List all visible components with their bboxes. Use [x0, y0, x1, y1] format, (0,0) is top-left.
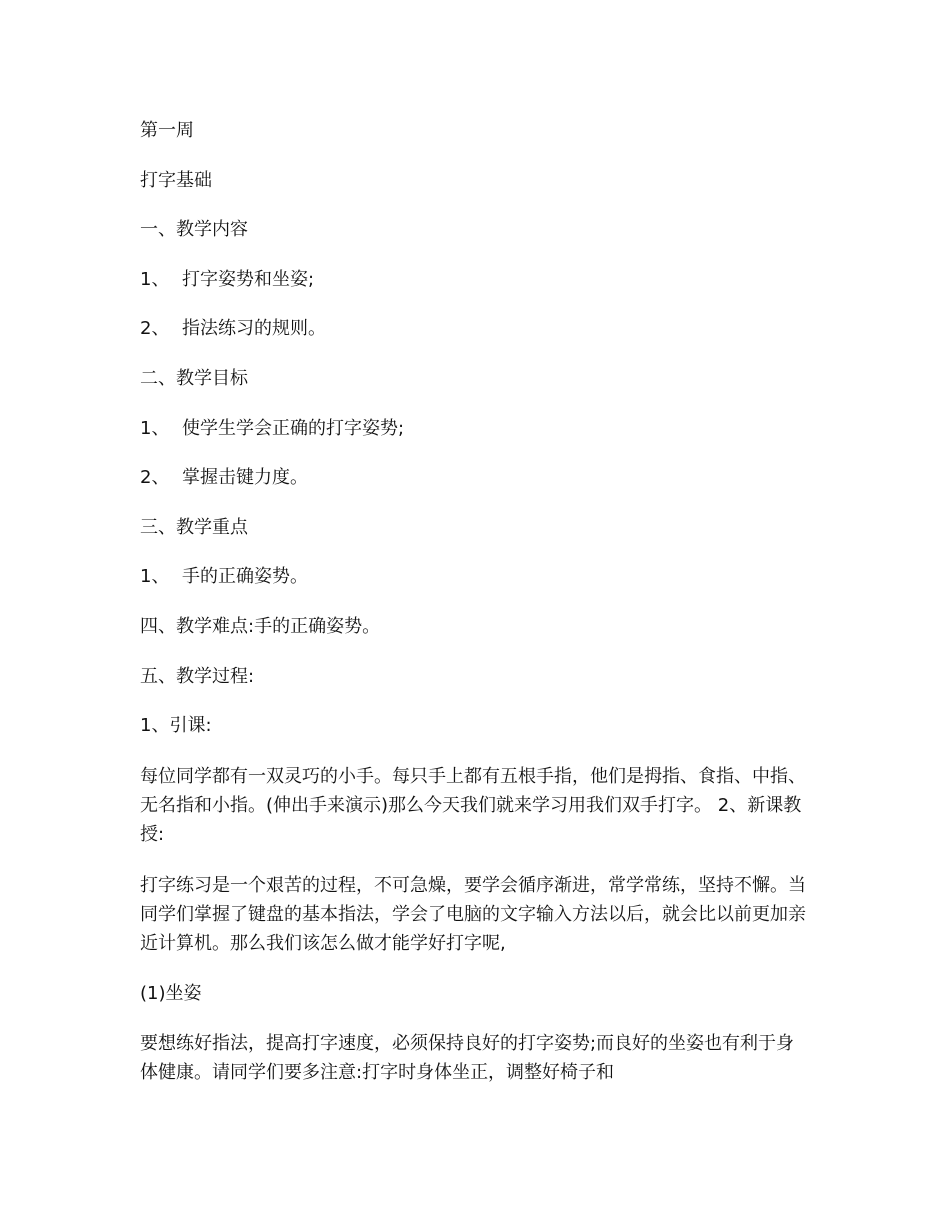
item-text: 指法练习的规则。 [182, 318, 326, 340]
section-heading-process: 五、教学过程: [140, 665, 255, 687]
list-item [140, 415, 812, 442]
intro-label: 1、引课: [140, 715, 212, 737]
week-title: 第一周 [140, 120, 194, 141]
document-body [140, 117, 812, 1087]
section-heading-goals: 二、教学目标 [140, 367, 248, 389]
item-number: 1、 [140, 566, 170, 588]
paragraph-practice: 打字练习是一个艰苦的过程，不可急燥，要学会循序渐进，常学常练，坚持不懈。当同学们掌握了键盘的基本指法，学会了电脑的文字输入方法以后，就会比以前更加亲近计算机。那么我们该怎么做才能学好打字呢, [140, 874, 806, 954]
list-item [140, 315, 812, 342]
paragraph-sitting: 要想练好指法，提高打字速度，必须保持良好的打字姿势;而良好的坐姿也有利于身体健康。请同学们要多注意:打字时身体坐正，调整好椅子和 [140, 1033, 795, 1084]
item-number: 2、 [140, 318, 170, 340]
item-number: 1、 [140, 268, 170, 290]
item-text: 手的正确姿势。 [182, 566, 308, 588]
section-heading-key-points: 三、教学重点 [140, 516, 248, 538]
list-item [140, 563, 812, 590]
lesson-topic: 打字基础 [140, 169, 212, 191]
list-item [140, 464, 812, 491]
item-number: 1、 [140, 417, 170, 439]
section-heading-content: 一、教学内容 [140, 219, 248, 241]
item-text: 掌握击键力度。 [182, 467, 308, 489]
item-number: 2、 [140, 467, 170, 489]
sitting-label: (1)坐姿 [140, 982, 202, 1004]
item-text: 使学生学会正确的打字姿势; [182, 417, 405, 439]
paragraph-intro: 每位同学都有一双灵巧的小手。每只手上都有五根手指，他们是拇指、食指、中指、无名指和小指。(伸出手来演示)那么今天我们就来学习用我们双手打字。 2、新课教授: [140, 765, 806, 845]
list-item [140, 266, 812, 293]
item-text: 打字姿势和坐姿; [182, 268, 315, 290]
section-heading-difficulty: 四、教学难点:手的正确姿势。 [140, 615, 381, 637]
